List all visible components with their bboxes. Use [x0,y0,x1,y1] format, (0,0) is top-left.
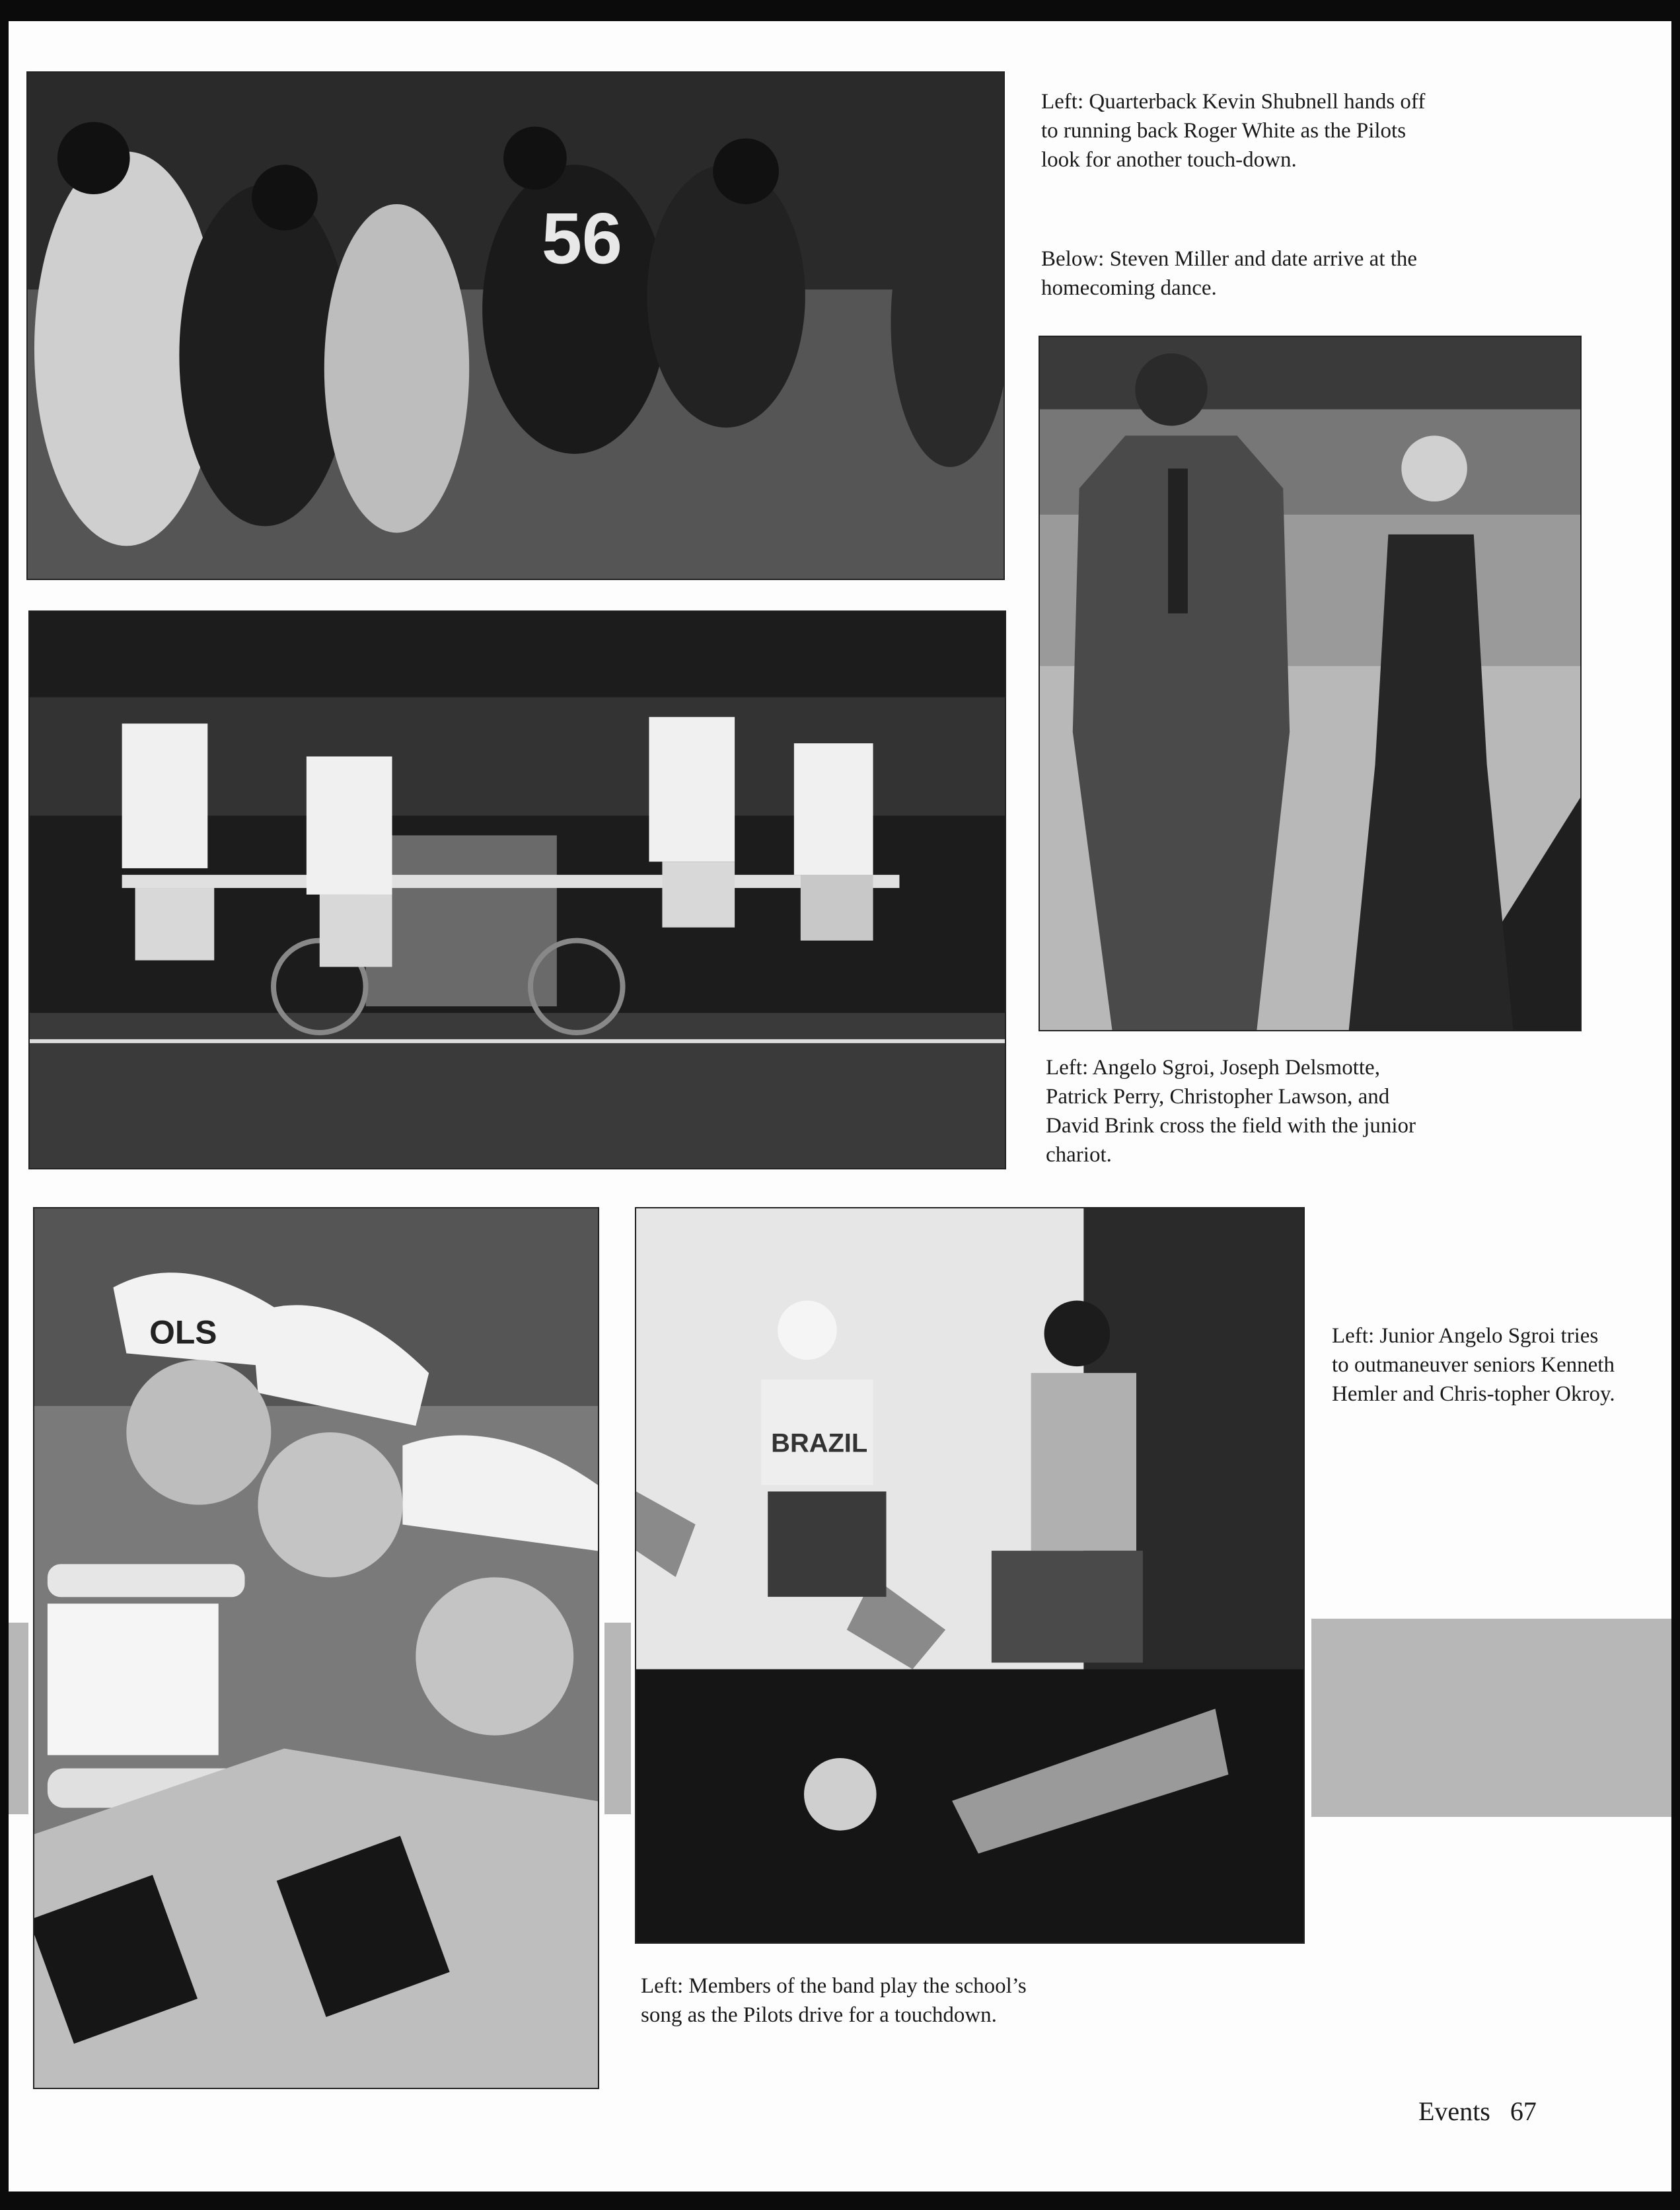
soccer-photo [635,1207,1305,1944]
right-gray-block [1311,1619,1671,1817]
chariot-caption: Left: Angelo Sgroi, Joseph Delsmotte, Patrick Perry, Christopher Lawson, and David Brink cross the field with the junior chariot. [1046,1056,1416,1167]
football-photo [26,71,1005,580]
homecoming-photo [1039,336,1582,1031]
jersey-number: 56 [541,198,622,279]
left-gray-bar [9,1623,28,1814]
chariot-photo [28,610,1006,1169]
soccer-caption: Left: Junior Angelo Sgroi tries to outmaneuver seniors Kenneth Hemler and Chris-topher Okroy. [1332,1324,1615,1406]
football-caption: Left: Quarterback Kevin Shubnell hands off to running back Roger White as the Pilots look for another touch-down. [1041,90,1426,172]
middle-gray-bar [604,1623,631,1814]
shirt-lettering: BRAZIL [771,1428,868,1458]
band-caption: Left: Members of the band play the school’s song as the Pilots drive for a touchdown. [641,1974,1027,2027]
yearbook-page [9,21,1671,2192]
hat-lettering: OLS [149,1313,217,1351]
folio-page-number: 67 [1510,2096,1537,2126]
page-folio [1418,2096,1537,2127]
folio-section: Events [1418,2096,1490,2126]
homecoming-caption: Below: Steven Miller and date arrive at the homecoming dance. [1041,247,1418,300]
band-photo [33,1207,599,2089]
